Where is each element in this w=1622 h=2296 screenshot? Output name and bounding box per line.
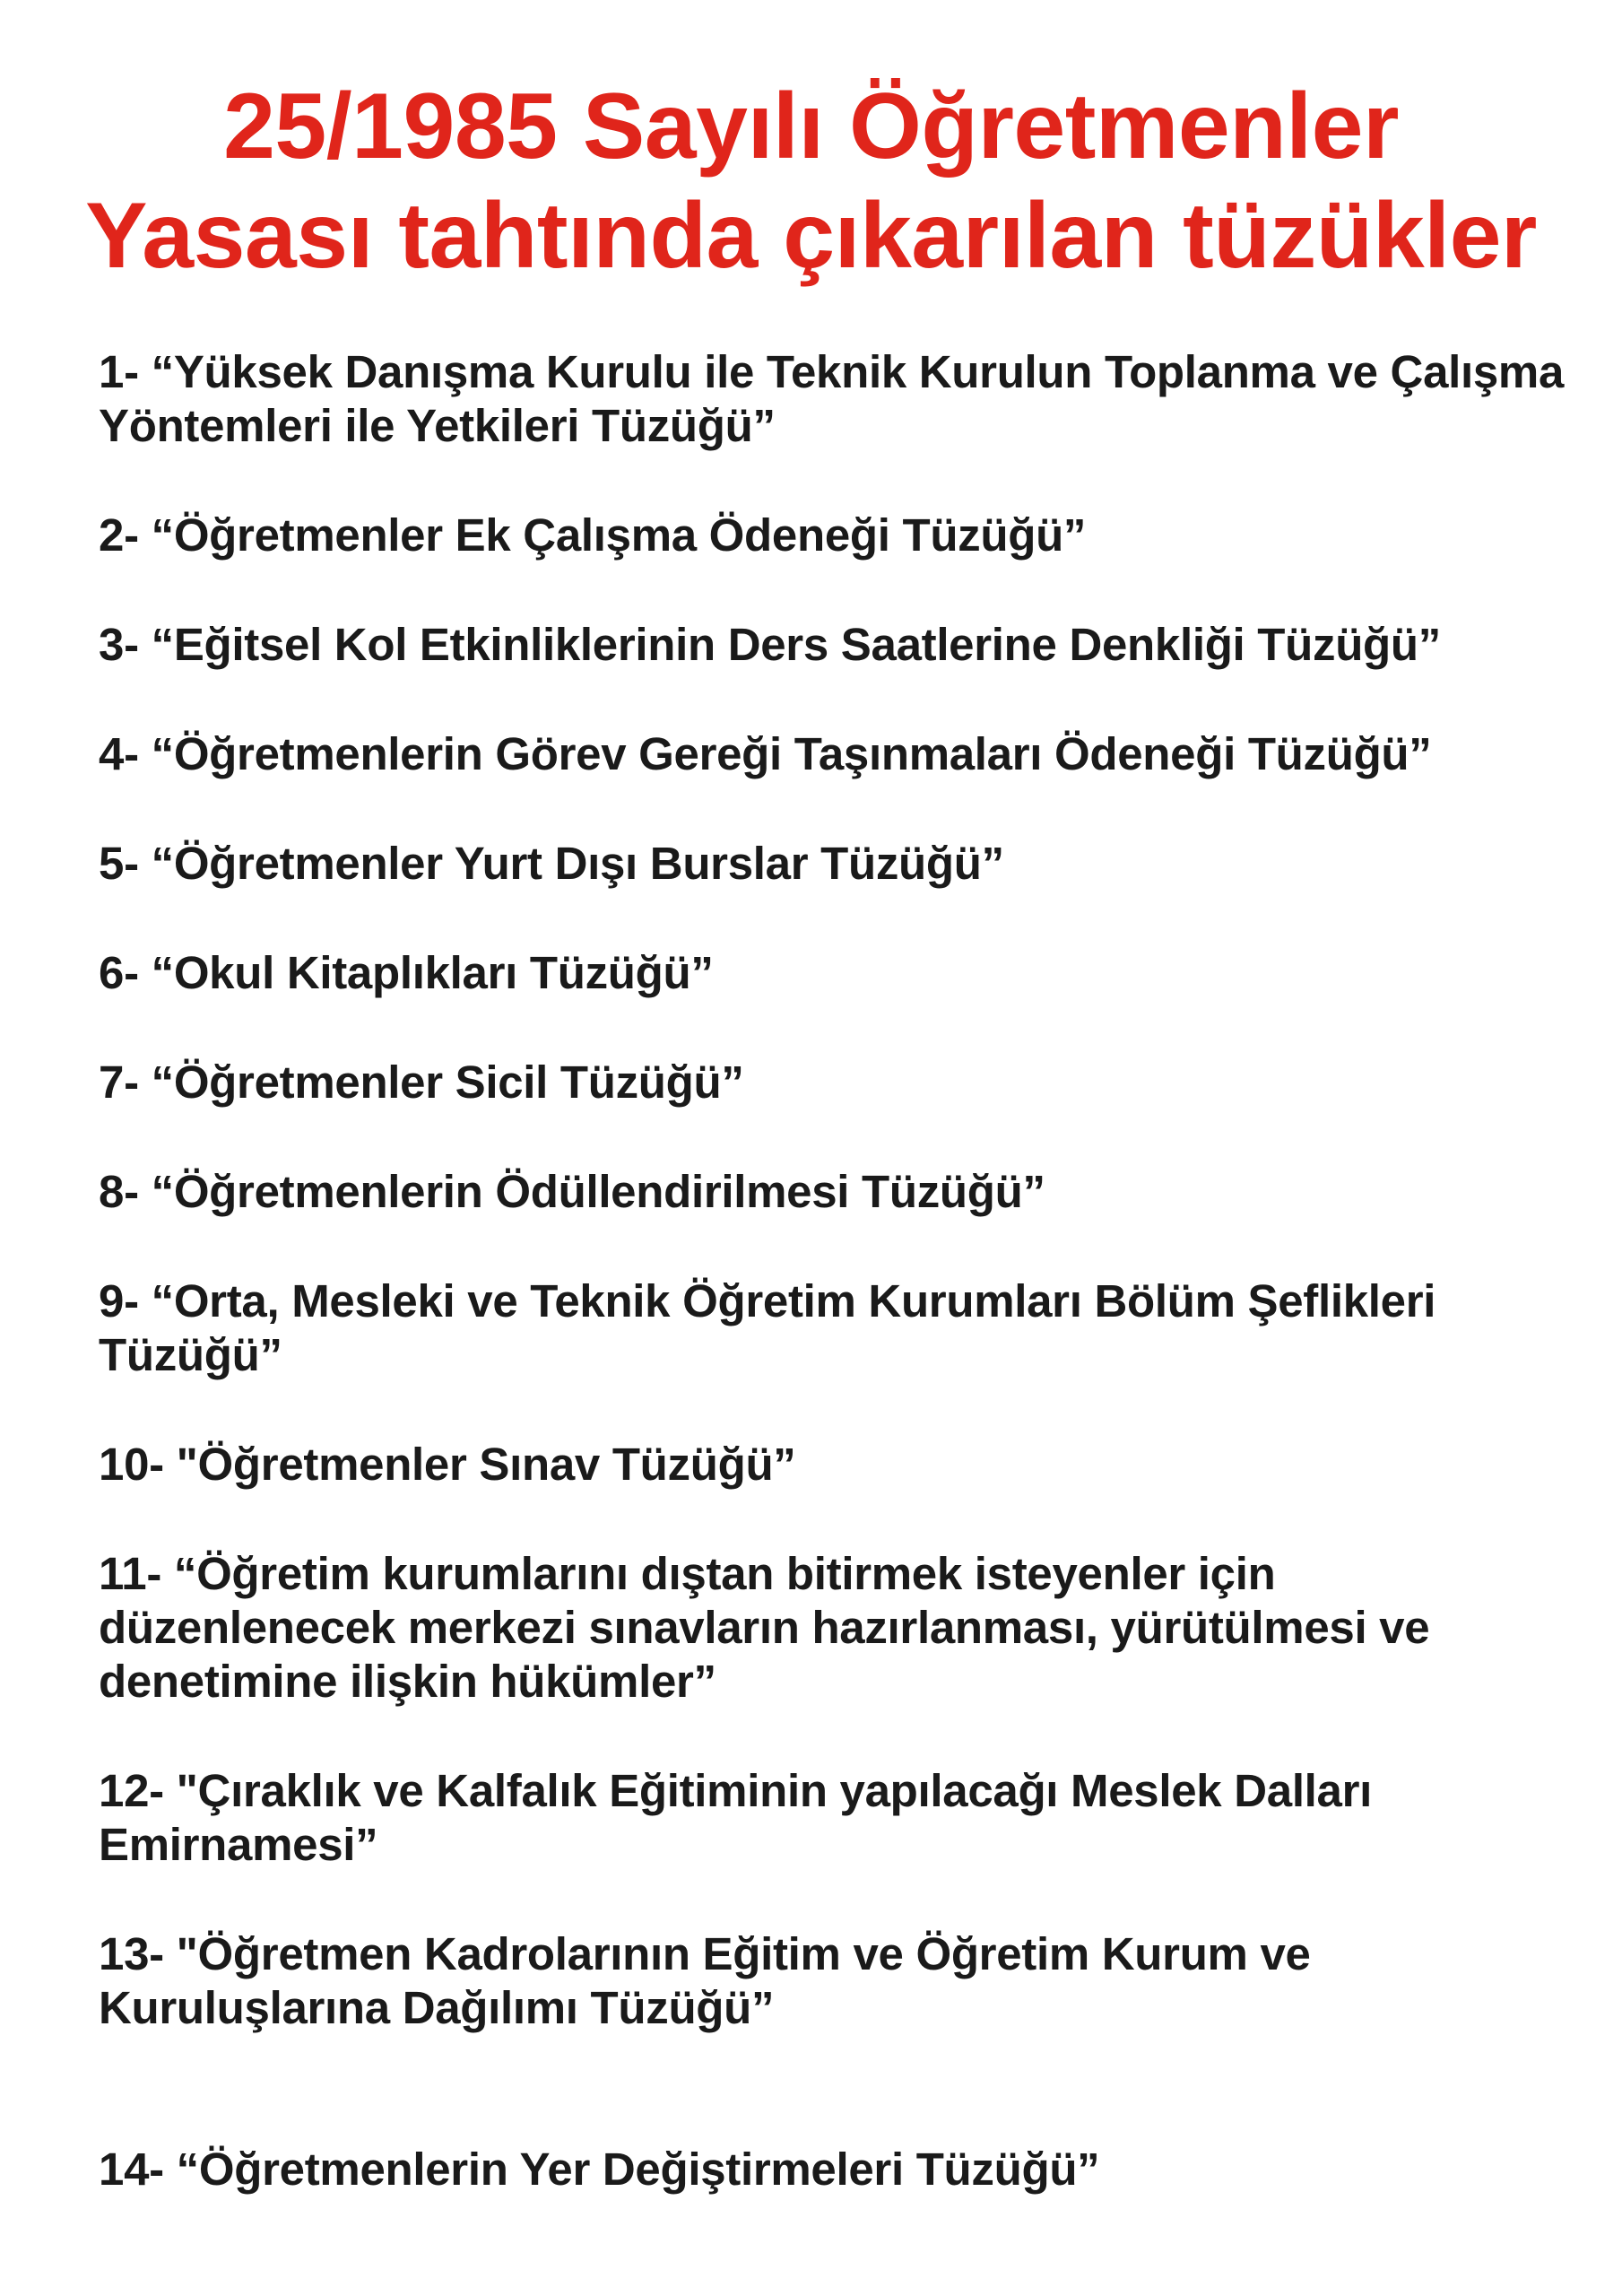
list-item: 5- “Öğretmenler Yurt Dışı Burslar Tüzüğü”: [99, 838, 1004, 889]
list-item: 3- “Eğitsel Kol Etkinliklerinin Ders Saatlerine Denkliği Tüzüğü”: [99, 619, 1441, 670]
title-line-2: Yasası tahtında çıkarılan tüzükler: [85, 184, 1537, 288]
regulation-list: [99, 345, 1569, 2196]
list-item: 7- “Öğretmenler Sicil Tüzüğü”: [99, 1057, 744, 1108]
list-item: 13- "Öğretmen Kadrolarının Eğitim ve Öğretim Kurum ve Kuruluşlarına Dağılımı Tüzüğü”: [99, 1928, 1311, 2033]
list-item: 10- "Öğretmenler Sınav Tüzüğü”: [99, 1439, 796, 1490]
page-title: [0, 72, 1622, 291]
list-item: 9- “Orta, Mesleki ve Teknik Öğretim Kurumları Bölüm Şeflikleri Tüzüğü”: [99, 1275, 1436, 1380]
list-item: 12- "Çıraklık ve Kalfalık Eğitiminin yapılacağı Meslek Dalları Emirnamesi”: [99, 1765, 1373, 1870]
list-item: 11- “Öğretim kurumlarını dıştan bitirmek isteyenler için düzenlenecek merkezi sınavların hazırlanması, yürütülmesi ve denetimine ilişkin hükümler”: [99, 1548, 1430, 1707]
list-item: 6- “Okul Kitaplıkları Tüzüğü”: [99, 947, 714, 998]
list-item: 14- “Öğretmenlerin Yer Değiştirmeleri Tüzüğü”: [99, 2144, 1100, 2195]
list-item: 4- “Öğretmenlerin Görev Gereği Taşınmaları Ödeneği Tüzüğü”: [99, 728, 1432, 779]
title-line-1: 25/1985 Sayılı Öğretmenler: [223, 74, 1399, 178]
list-item: 2- “Öğretmenler Ek Çalışma Ödeneği Tüzüğü”: [99, 509, 1087, 561]
list-item: 1- “Yüksek Danışma Kurulu ile Teknik Kurulun Toplanma ve Çalışma Yöntemleri ile Yetkileri Tüzüğü”: [99, 346, 1565, 451]
list-item: 8- “Öğretmenlerin Ödüllendirilmesi Tüzüğü”: [99, 1166, 1045, 1217]
